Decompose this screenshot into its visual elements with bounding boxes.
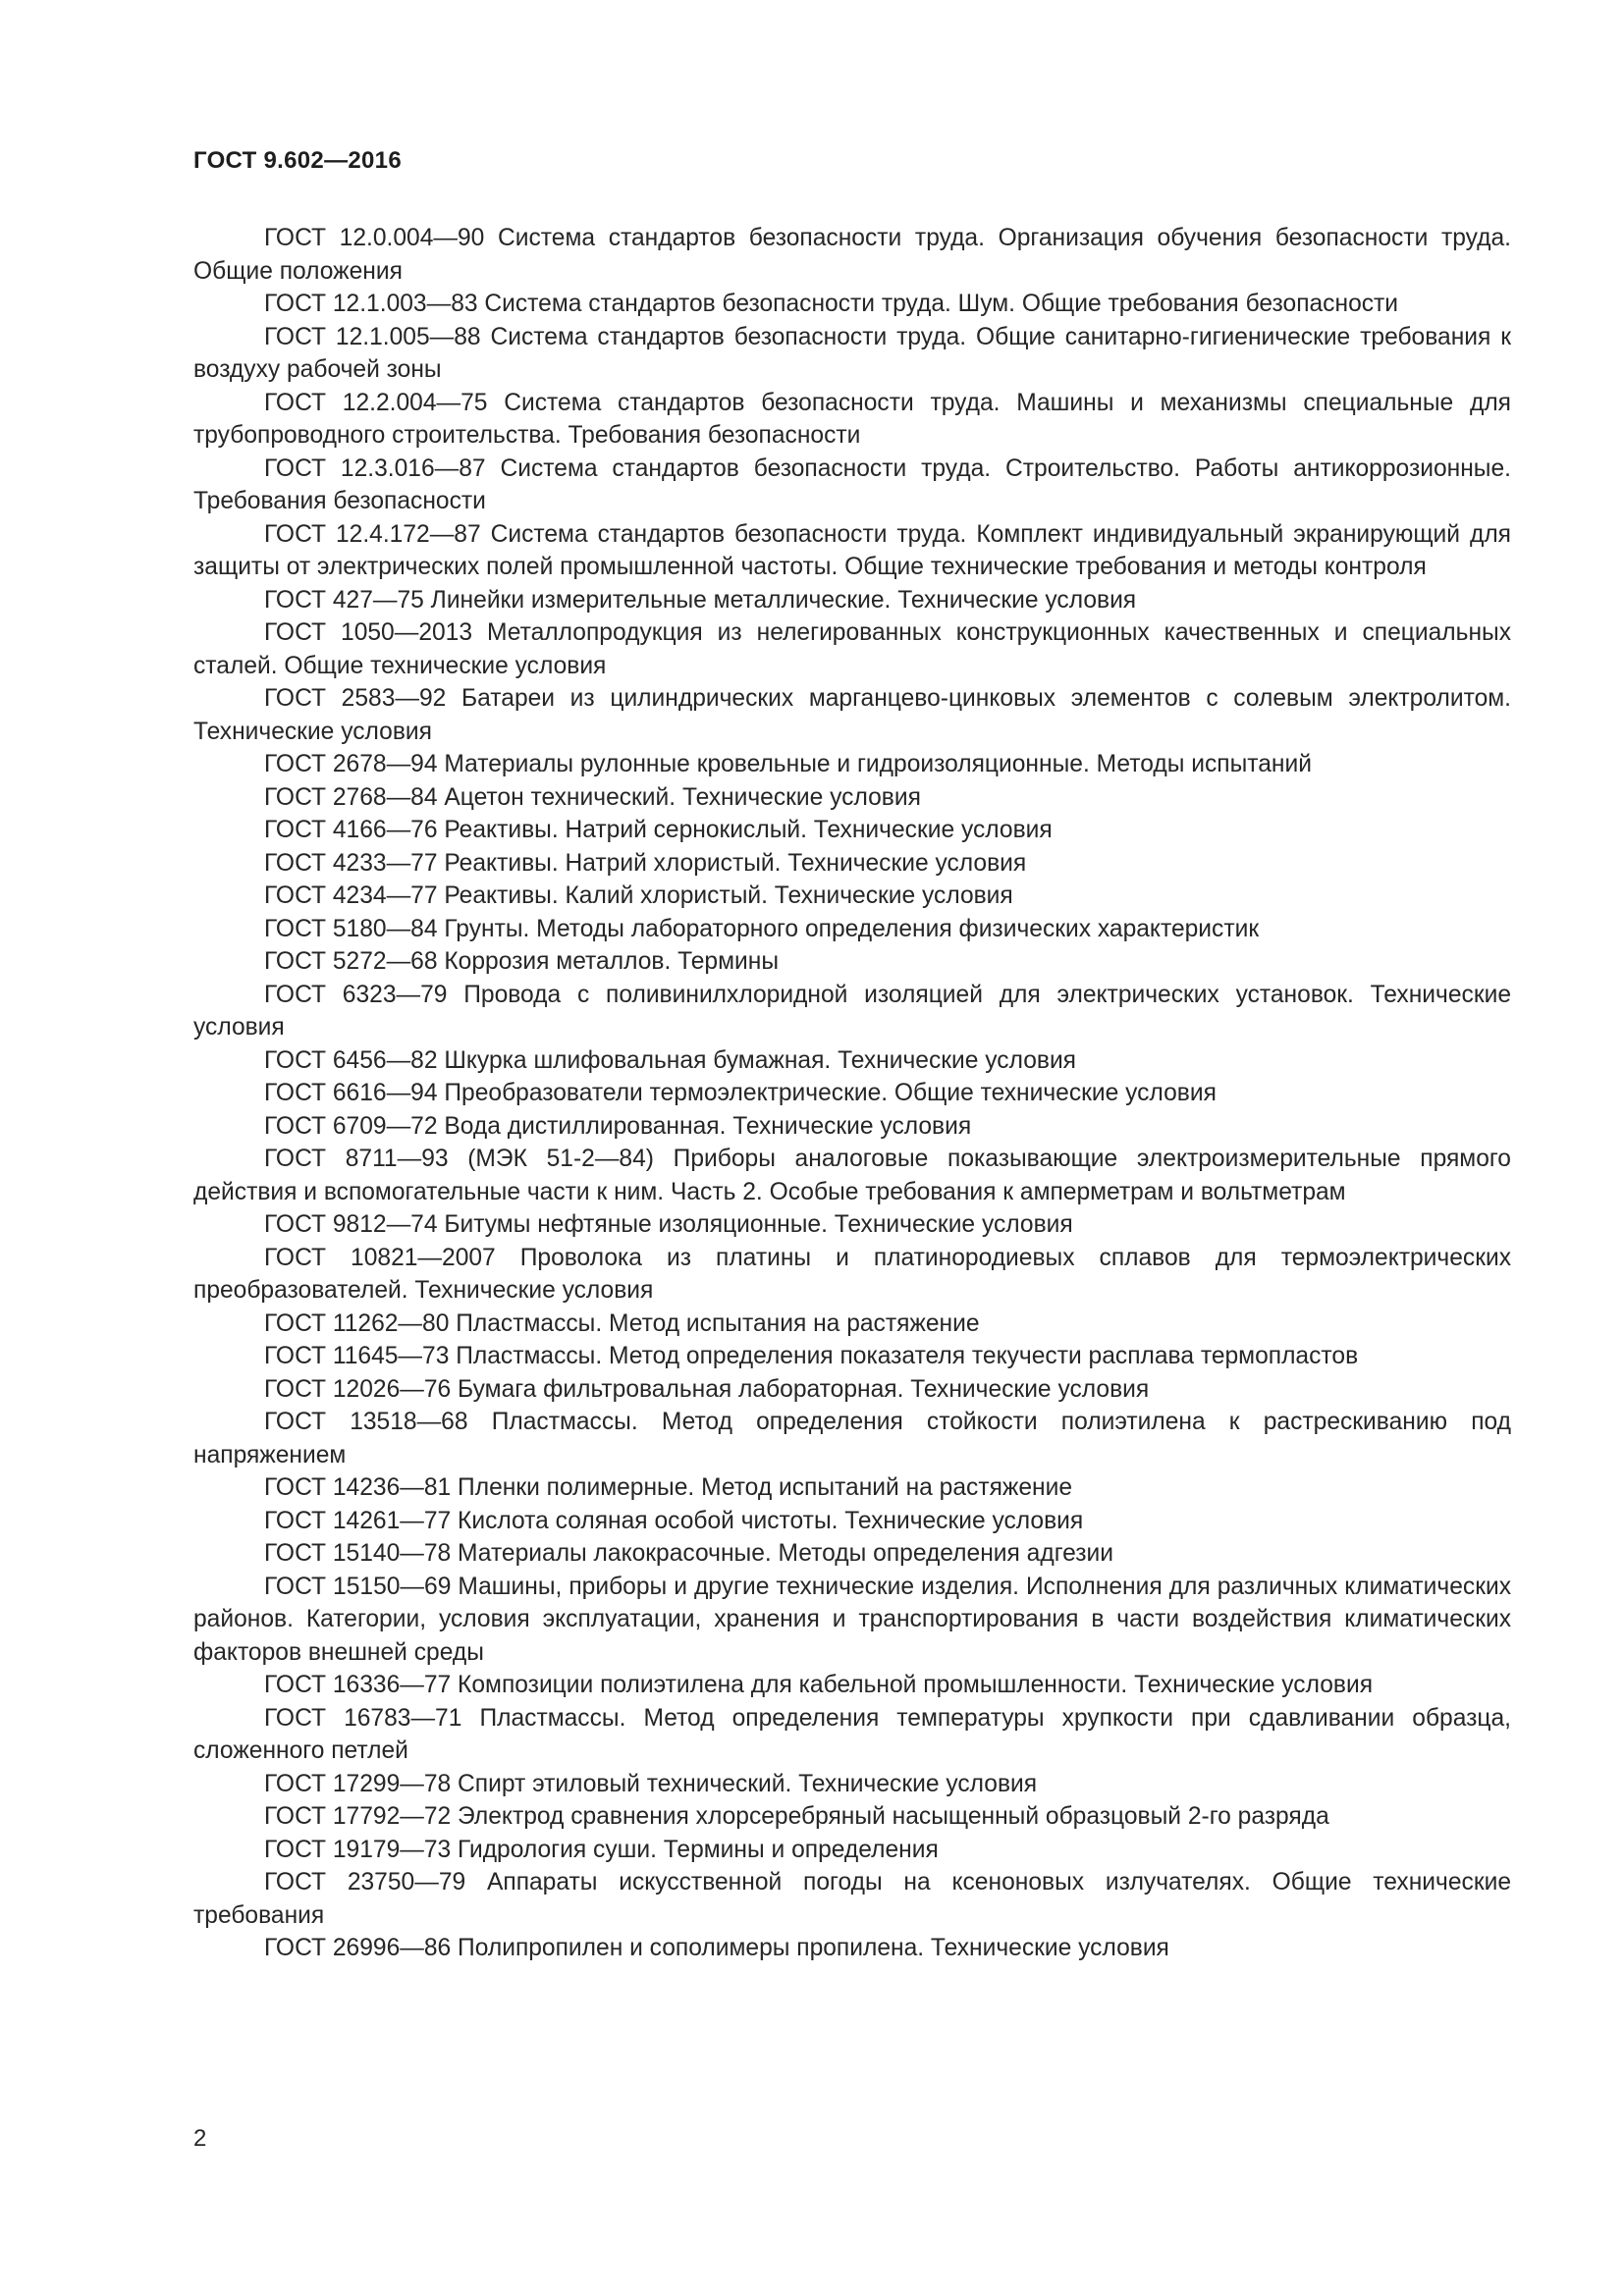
reference-entry: ГОСТ 19179—73 Гидрология суши. Термины и определения: [264, 1836, 939, 1863]
reference-entry: ГОСТ 2583—92 Батареи из цилиндрических марганцево-цинковых элементов с солевым электролитом. Технические условия: [193, 685, 1511, 745]
reference-entry: ГОСТ 9812—74 Битумы нефтяные изоляционные. Технические условия: [264, 1211, 1073, 1238]
reference-entry: ГОСТ 2678—94 Материалы рулонные кровельные и гидроизоляционные. Методы испытаний: [264, 751, 1312, 777]
reference-entry: ГОСТ 13518—68 Пластмассы. Метод определения стойкости полиэтилена к растрескиванию под напряжением: [193, 1409, 1511, 1468]
reference-entry: ГОСТ 11645—73 Пластмассы. Метод определения показателя текучести расплава термопластов: [264, 1343, 1359, 1369]
reference-entry: ГОСТ 12.1.003—83 Система стандартов безопасности труда. Шум. Общие требования безопасности: [264, 291, 1399, 317]
reference-entry: ГОСТ 5272—68 Коррозия металлов. Термины: [264, 948, 780, 975]
normative-references-list: [193, 222, 1511, 1965]
reference-entry: ГОСТ 11262—80 Пластмассы. Метод испытания на растяжение: [264, 1309, 980, 1337]
reference-entry: ГОСТ 12.4.172—87 Система стандартов безопасности труда. Комплект индивидуальный экранирующий для защиты от электрических полей промышленной частоты. Общие технические требования и методы контроля: [193, 520, 1511, 580]
reference-entry: ГОСТ 16336—77 Композиции полиэтилена для кабельной промышленности. Технические условия: [264, 1672, 1374, 1698]
reference-entry: ГОСТ 14261—77 Кислота соляная особой чистоты. Технические условия: [264, 1507, 1084, 1534]
reference-entry: ГОСТ 1050—2013 Металлопродукция из нелегированных конструкционных качественных и специальных сталей. Общие технические условия: [193, 619, 1511, 679]
reference-entry: ГОСТ 26996—86 Полипропилен и сополимеры пропилена. Технические условия: [264, 1935, 1169, 1961]
reference-entry: ГОСТ 427—75 Линейки измерительные металлические. Технические условия: [264, 586, 1137, 614]
reference-entry: ГОСТ 12.2.004—75 Система стандартов безопасности труда. Машины и механизмы специальные для трубопроводного строительства. Требования безопасности: [193, 389, 1511, 449]
reference-entry: ГОСТ 6456—82 Шкурка шлифовальная бумажная. Технические условия: [264, 1046, 1076, 1074]
reference-entry: ГОСТ 8711—93 (МЭК 51-2—84) Приборы аналоговые показывающие электроизмерительные прямого действия и вспомогательные части к ним. Часть 2. Особые требования к амперметрам и вольтметрам: [193, 1146, 1511, 1205]
reference-entry: ГОСТ 16783—71 Пластмассы. Метод определения температуры хрупкости при сдавливании образца, сложенного петлей: [193, 1704, 1511, 1764]
reference-entry: ГОСТ 6616—94 Преобразователи термоэлектрические. Общие технические условия: [264, 1080, 1217, 1106]
reference-entry: ГОСТ 14236—81 Пленки полимерные. Метод испытаний на растяжение: [264, 1474, 1073, 1501]
reference-entry: ГОСТ 15140—78 Материалы лакокрасочные. Методы определения адгезии: [264, 1540, 1114, 1567]
page-number: 2: [193, 2125, 207, 2152]
reference-entry: ГОСТ 6323—79 Провода с поливинилхлоридной изоляцией для электрических установок. Технические условия: [193, 981, 1511, 1041]
reference-entry: ГОСТ 2768—84 Ацетон технический. Технические условия: [264, 783, 921, 811]
reference-entry: ГОСТ 12.0.004—90 Система стандартов безопасности труда. Организация обучения безопасности труда. Общие положения: [193, 225, 1511, 285]
reference-entry: ГОСТ 12026—76 Бумага фильтровальная лабораторная. Технические условия: [264, 1375, 1150, 1403]
reference-entry: ГОСТ 17299—78 Спирт этиловый технический. Технические условия: [264, 1770, 1038, 1797]
reference-entry: ГОСТ 12.3.016—87 Система стандартов безопасности труда. Строительство. Работы антикоррозионные. Требования безопасности: [193, 454, 1511, 514]
reference-entry: ГОСТ 23750—79 Аппараты искусственной погоды на ксеноновых излучателях. Общие технические требования: [193, 1869, 1511, 1929]
document-header-title: ГОСТ 9.602—2016: [193, 147, 402, 174]
reference-entry: ГОСТ 6709—72 Вода дистиллированная. Технические условия: [264, 1112, 972, 1140]
reference-entry: ГОСТ 4234—77 Реактивы. Калий хлористый. Технические условия: [264, 882, 1013, 909]
reference-entry: ГОСТ 5180—84 Грунты. Методы лабораторного определения физических характеристик: [264, 915, 1260, 942]
reference-entry: ГОСТ 17792—72 Электрод сравнения хлорсеребряный насыщенный образцовый 2-го разряда: [264, 1803, 1329, 1830]
reference-entry: ГОСТ 4166—76 Реактивы. Натрий сернокислый. Технические условия: [264, 817, 1053, 843]
reference-entry: ГОСТ 4233—77 Реактивы. Натрий хлористый. Технические условия: [264, 849, 1027, 877]
reference-entry: ГОСТ 10821—2007 Проволока из платины и платинородиевых сплавов для термоэлектрических преобразователей. Технические условия: [193, 1244, 1511, 1304]
reference-entry: ГОСТ 12.1.005—88 Система стандартов безопасности труда. Общие санитарно-гигиенические требования к воздуху рабочей зоны: [193, 323, 1511, 383]
reference-entry: ГОСТ 15150—69 Машины, приборы и другие технические изделия. Исполнения для различных климатических районов. Категории, условия эксплуатации, хранения и транспортирования в части воздействия климатических факторов внешней среды: [193, 1573, 1511, 1666]
